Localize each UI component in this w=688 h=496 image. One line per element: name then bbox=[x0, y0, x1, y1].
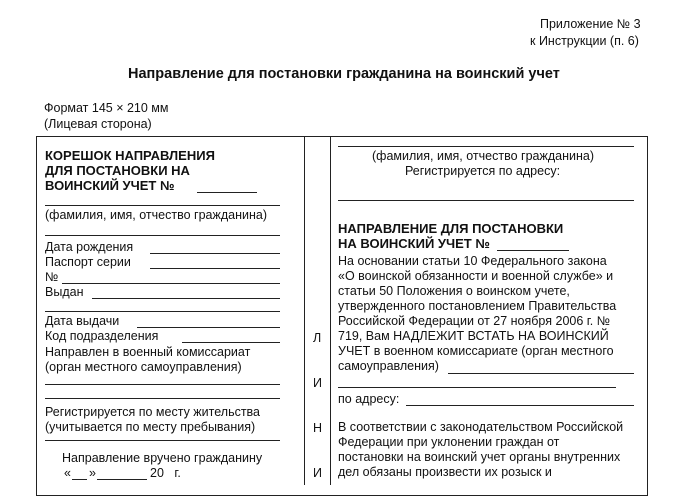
instruction-reference: к Инструкции (п. 6) bbox=[530, 34, 639, 48]
stub-fio-hint: (фамилия, имя, отчество гражданина) bbox=[45, 208, 267, 222]
passport-series-line[interactable] bbox=[150, 268, 280, 269]
day-line[interactable] bbox=[72, 479, 87, 480]
main-body-7: УЧЕТ в военном комиссариате (орган местного bbox=[338, 344, 614, 358]
commissariat-line[interactable] bbox=[45, 384, 280, 385]
issued-line[interactable] bbox=[92, 298, 280, 299]
cut-letter-3: Н bbox=[313, 421, 323, 435]
local-gov-hint: (орган местного самоуправления) bbox=[45, 360, 242, 374]
stub-number-line[interactable] bbox=[197, 192, 257, 193]
stub-fio-line-2[interactable] bbox=[45, 235, 280, 236]
reg-residence-label: Регистрируется по месту жительства bbox=[45, 405, 261, 419]
main-body-2: «О воинской обязанности и военной службе» и bbox=[338, 269, 614, 283]
issued-line-2[interactable] bbox=[45, 311, 280, 312]
year-label: 20 г. bbox=[150, 466, 181, 480]
date-close-quote: » bbox=[89, 466, 96, 480]
commissariat-line-2[interactable] bbox=[45, 398, 280, 399]
passport-series-label: Паспорт серии bbox=[45, 255, 131, 269]
issue-date-line[interactable] bbox=[137, 327, 280, 328]
handed-label: Направление вручено гражданину bbox=[62, 451, 263, 465]
appendix-number: Приложение № 3 bbox=[540, 17, 641, 31]
main-law-3: постановки на воинский учет органы внутренних bbox=[338, 450, 621, 464]
main-law-4: дел обязаны произвести их розыск и bbox=[338, 465, 552, 479]
main-address-label: по адресу: bbox=[338, 392, 400, 406]
main-reg-address: Регистрируется по адресу: bbox=[405, 164, 561, 178]
residence-line[interactable] bbox=[45, 440, 280, 441]
main-body-6: 719, Вам НАДЛЕЖИТ ВСТАТЬ НА ВОИНСКИЙ bbox=[338, 329, 609, 343]
stub-heading-1: КОРЕШОК НАПРАВЛЕНИЯ bbox=[45, 148, 215, 163]
main-heading-2: НА ВОИНСКИЙ УЧЕТ № bbox=[338, 236, 490, 251]
main-fio-line[interactable] bbox=[338, 146, 634, 147]
issue-date-label: Дата выдачи bbox=[45, 314, 120, 328]
cut-letter-4: И bbox=[313, 466, 322, 480]
main-body-4: утвержденного постановлением Правительства bbox=[338, 299, 617, 313]
document-title: Направление для постановки гражданина на воинский учет bbox=[128, 66, 560, 82]
cut-letter-1: Л bbox=[313, 331, 322, 345]
stub-divider bbox=[304, 136, 305, 485]
passport-number-line[interactable] bbox=[62, 283, 280, 284]
date-open-quote: « bbox=[64, 466, 71, 480]
main-address-line[interactable] bbox=[338, 200, 634, 201]
cut-line bbox=[330, 136, 331, 485]
stub-heading-3: ВОИНСКИЙ УЧЕТ № bbox=[45, 178, 175, 193]
main-body-8: самоуправления) bbox=[338, 359, 439, 373]
birth-date-line[interactable] bbox=[150, 253, 280, 254]
main-address-value-line[interactable] bbox=[406, 405, 634, 406]
main-heading-1: НАПРАВЛЕНИЕ ДЛЯ ПОСТАНОВКИ bbox=[338, 221, 564, 236]
passport-number-label: № bbox=[45, 270, 59, 284]
main-fio-hint: (фамилия, имя, отчество гражданина) bbox=[372, 149, 594, 163]
stub-heading-2: ДЛЯ ПОСТАНОВКИ НА bbox=[45, 163, 190, 178]
cut-letter-2: И bbox=[313, 376, 322, 390]
main-law-2: Федерации при уклонении граждан от bbox=[338, 435, 560, 449]
stub-fio-line[interactable] bbox=[45, 205, 280, 206]
sent-to-label: Направлен в военный комиссариат bbox=[45, 345, 251, 359]
format-side: (Лицевая сторона) bbox=[44, 117, 152, 131]
main-gov-line-2[interactable] bbox=[338, 387, 616, 388]
main-law-1: В соответствии с законодательством Российской bbox=[338, 420, 624, 434]
format-size: Формат 145 × 210 мм bbox=[44, 101, 169, 115]
reg-stay-label: (учитывается по месту пребывания) bbox=[45, 420, 256, 434]
main-body-5: Российской Федерации от 27 ноября 2006 г. № bbox=[338, 314, 611, 328]
month-line[interactable] bbox=[97, 479, 147, 480]
issued-label: Выдан bbox=[45, 285, 84, 299]
main-body-1: На основании статьи 10 Федерального закона bbox=[338, 254, 607, 268]
dept-code-line[interactable] bbox=[182, 342, 280, 343]
main-body-3: статьи 50 Положения о воинском учете, bbox=[338, 284, 570, 298]
birth-date-label: Дата рождения bbox=[45, 240, 134, 254]
dept-code-label: Код подразделения bbox=[45, 329, 159, 343]
main-gov-line[interactable] bbox=[448, 373, 634, 374]
main-number-line[interactable] bbox=[497, 250, 569, 251]
